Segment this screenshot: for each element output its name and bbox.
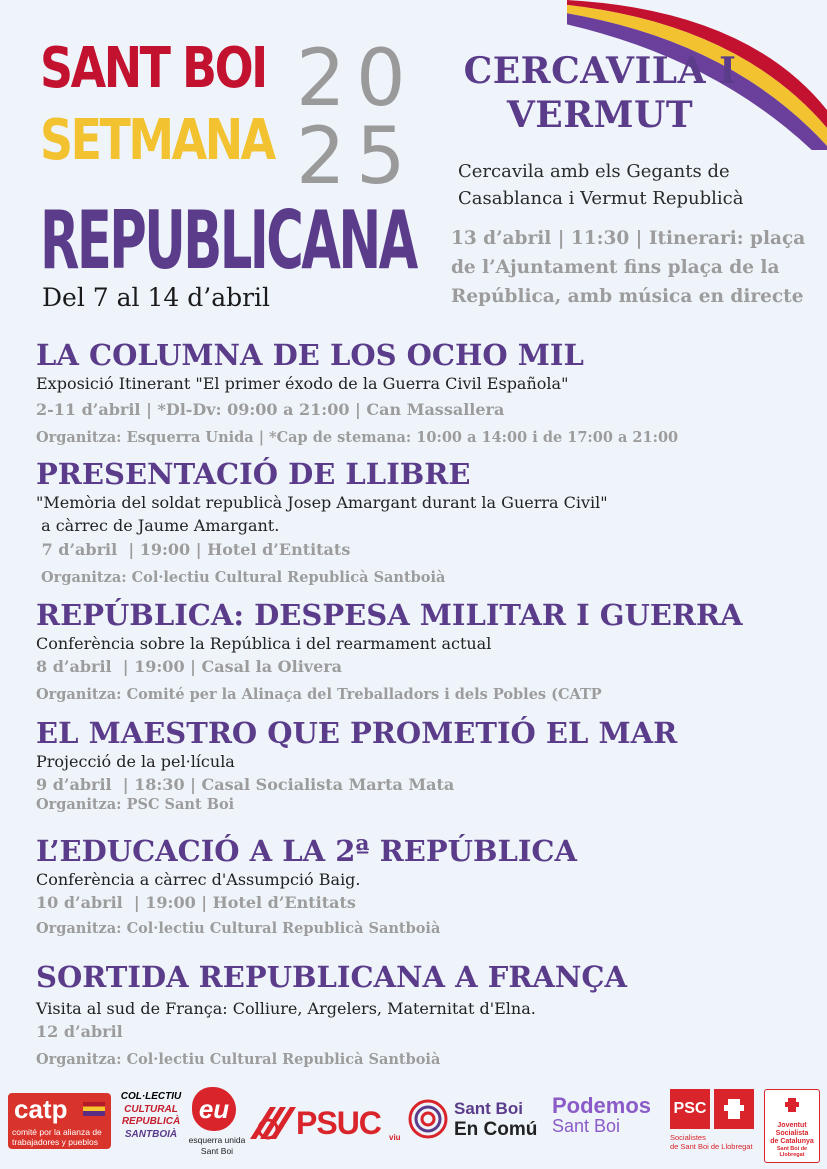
event-organizer: Organitza: Col·lectiu Cultural Republicà Santboià <box>36 1051 441 1069</box>
event-description: a càrrec de Jaume Amargant. <box>36 516 280 536</box>
event-info: 7 d’abril | 19:00 | Hotel d’Entitats <box>36 539 351 559</box>
event-description: Exposició Itinerant "El primer éxodo de la Guerra Civil Española" <box>36 373 569 393</box>
year-digit: 0 <box>356 34 406 124</box>
jsc-logo: Joventut Socialista de Catalunya Sant Boi de Llobregat <box>764 1089 820 1163</box>
featured-description: Cercavila amb els Gegants de Casablanca i Vermut Republicà <box>458 160 744 209</box>
event-item <box>36 962 816 1068</box>
year-digit: 2 <box>296 112 346 202</box>
event-description: Projecció de la pel·lícula <box>36 751 235 771</box>
hammer-sickle-icon <box>246 1099 298 1145</box>
event-description: Visita al sud de França: Colliure, Argelers, Maternitat d'Elna. <box>36 998 536 1018</box>
event-description: Conferència a càrrec d'Assumpció Baig. <box>36 869 361 889</box>
event-title: PRESENTACIÓ DE LLIBRE <box>36 457 471 491</box>
event-item <box>36 836 816 937</box>
event-title: SORTIDA REPUBLICANA A FRANÇA <box>36 960 628 994</box>
title-setmana: SETMANA <box>40 108 274 173</box>
event-info: 12 d’abril <box>36 1022 123 1042</box>
event-organizer: Organitza: Comité per la Alinaça del Treballadors i dels Pobles (CATP <box>36 686 602 704</box>
event-description: Conferència sobre la República i del rearmament actual <box>36 633 492 653</box>
year-digit: 5 <box>356 112 406 202</box>
sponsor-logos <box>0 1085 827 1165</box>
event-organizer: Organitza: Col·lectiu Cultural Republicà Santboià <box>36 568 446 586</box>
event-item <box>36 340 816 446</box>
flag-icon <box>83 1102 105 1116</box>
event-organizer: Organitza: Col·lectiu Cultural Republicà Santboià <box>36 920 441 938</box>
event-item <box>36 459 816 586</box>
event-title: LA COLUMNA DE LOS OCHO MIL <box>36 338 584 372</box>
catp-logo: catp comité por la alianza de trabajadores y pueblos <box>8 1093 111 1149</box>
event-title: L’EDUCACIÓ A LA 2ª REPÚBLICA <box>36 834 577 868</box>
event-info: 9 d’abril | 18:30 | Casal Socialista Marta Mata <box>36 775 455 795</box>
featured-title: CERCAVILA I VERMUT <box>463 50 737 136</box>
event-item <box>36 718 816 813</box>
event-description: "Memòria del soldat republicà Josep Amargant durant la Guerra Civil" <box>36 492 608 512</box>
podemos-logo: Podemos Sant Boi <box>552 1093 652 1136</box>
sant-boi-en-comu-logo: Sant Boi En Comú <box>408 1093 548 1153</box>
featured-event <box>440 50 820 311</box>
featured-info: 13 d’abril | 11:30 | Itinerari: plaça de l’Ajuntament fins plaça de la República, amb música en directe <box>451 227 806 308</box>
event-organizer: Organitza: Esquerra Unida | *Cap de stemana: 10:00 a 14:00 i de 17:00 a 21:00 <box>36 429 679 447</box>
fist-rose-icon <box>782 1096 802 1118</box>
event-title: EL MAESTRO QUE PROMETIÓ EL MAR <box>36 716 678 750</box>
event-organizer: Organitza: PSC Sant Boi <box>36 796 235 814</box>
title-republicana: REPUBLICANA <box>40 194 416 287</box>
fist-rose-icon <box>714 1089 754 1129</box>
event-info: 8 d’abril | 19:00 | Casal la Olivera <box>36 657 343 677</box>
year-digit: 2 <box>296 34 346 124</box>
spiral-icon <box>408 1099 448 1139</box>
event-info: 2-11 d’abril | *Dl-Dv: 09:00 a 21:00 | Can Massallera <box>36 400 505 420</box>
title-sant-boi: SANT BOI <box>40 36 266 101</box>
event-item <box>36 600 816 703</box>
eu-logo: eu esquerra unida Sant Boi <box>188 1085 244 1165</box>
event-title: REPÚBLICA: DESPESA MILITAR I GUERRA <box>36 598 743 632</box>
psuc-logo: PSUC viu <box>246 1093 406 1153</box>
event-info: 10 d’abril | 19:00 | Hotel d’Entitats <box>36 893 356 913</box>
festival-dates: Del 7 al 14 d’abril <box>42 283 271 312</box>
colectiu-logo: COL·LECTIU CULTURAL REPUBLICÀ SANTBOIÀ <box>120 1091 182 1140</box>
psc-logo: PSC Socialistes de Sant Boi de Llobregat <box>670 1089 762 1159</box>
